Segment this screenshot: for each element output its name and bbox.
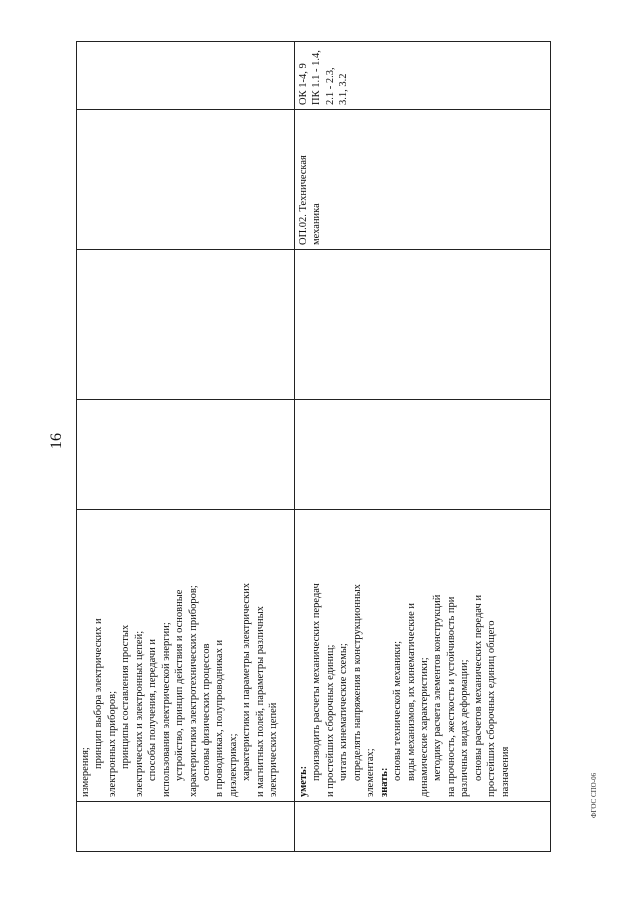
content-line: электрических цепей [268, 702, 280, 797]
competency-cell [77, 42, 295, 110]
content-line: устройство, принцип действия и основные [174, 589, 186, 781]
content-cell [77, 510, 295, 802]
hours-cell [295, 250, 551, 400]
hours-cell [77, 250, 295, 400]
content-line: читать кинематические схемы; [338, 643, 350, 781]
content-line: и магнитных полей, параметры различных [254, 606, 266, 797]
content-line: методику расчета элементов конструкций [432, 594, 444, 781]
competency-line: ОК 1-4, 9 [298, 63, 309, 105]
competency-line: ПК 1.1 - 1.4, [311, 50, 323, 105]
competency-line: 3.1, 3.2 [338, 73, 350, 105]
hours-cell [77, 400, 295, 510]
content-line: измерения; [80, 747, 91, 797]
content-line: элементах; [365, 748, 377, 797]
table-row [295, 42, 551, 852]
content-line: принцип выбора электрических и [93, 618, 105, 769]
content-line: на прочность, жесткость и устойчивость при [445, 596, 457, 797]
content-heading: уметь: [298, 765, 309, 797]
content-line: электронных приборов; [106, 690, 118, 797]
content-heading: знать: [378, 767, 390, 797]
content-line: и простейших сборочных единиц; [324, 644, 336, 797]
content-line: назначения [499, 746, 511, 797]
discipline-line: механика [311, 203, 323, 245]
competency-cell [295, 42, 551, 110]
content-line: электрических и электронных цепей; [133, 630, 145, 797]
content-line: различных видах деформации; [459, 659, 471, 797]
content-cell [295, 510, 551, 802]
discipline-cell [77, 110, 295, 250]
content-line: характеристики электротехнических приборов; [187, 585, 199, 797]
content-line: способы получения, передачи и [147, 639, 159, 781]
content-line: виды механизмов, их кинематические и [405, 602, 417, 781]
content-line: производить расчеты механических передач [311, 583, 323, 781]
content-line: динамические характеристики; [418, 657, 430, 797]
table-row [77, 42, 295, 852]
competency-line: 2.1 - 2.3, [324, 67, 336, 105]
content-line: основы технической механики; [392, 640, 404, 781]
curriculum-table [76, 41, 551, 852]
content-line: простейших сборочных единиц общего [486, 620, 498, 797]
hours-cell [295, 400, 551, 510]
content-line: определять напряжения в конструкционных [351, 584, 363, 781]
content-line: основы расчетов механических передач и [472, 594, 484, 781]
content-line: характеристики и параметры электрических [241, 583, 253, 781]
content-line: использования электрической энергии; [160, 622, 172, 797]
discipline-cell [295, 110, 551, 250]
index-cell [77, 802, 295, 852]
content-line: основы физических процессов [200, 643, 212, 781]
content-line: принципы составления простых [120, 624, 132, 769]
content-line: диэлектриках; [227, 733, 239, 797]
page-number: 16 [48, 433, 65, 449]
index-cell [295, 802, 551, 852]
footer-code: ФГОС СПО-06 [590, 772, 598, 818]
discipline-line: ОП.02. Техническая [298, 155, 309, 245]
rotated-page [76, 42, 550, 852]
content-line: в проводниках, полупроводниках и [214, 639, 226, 797]
